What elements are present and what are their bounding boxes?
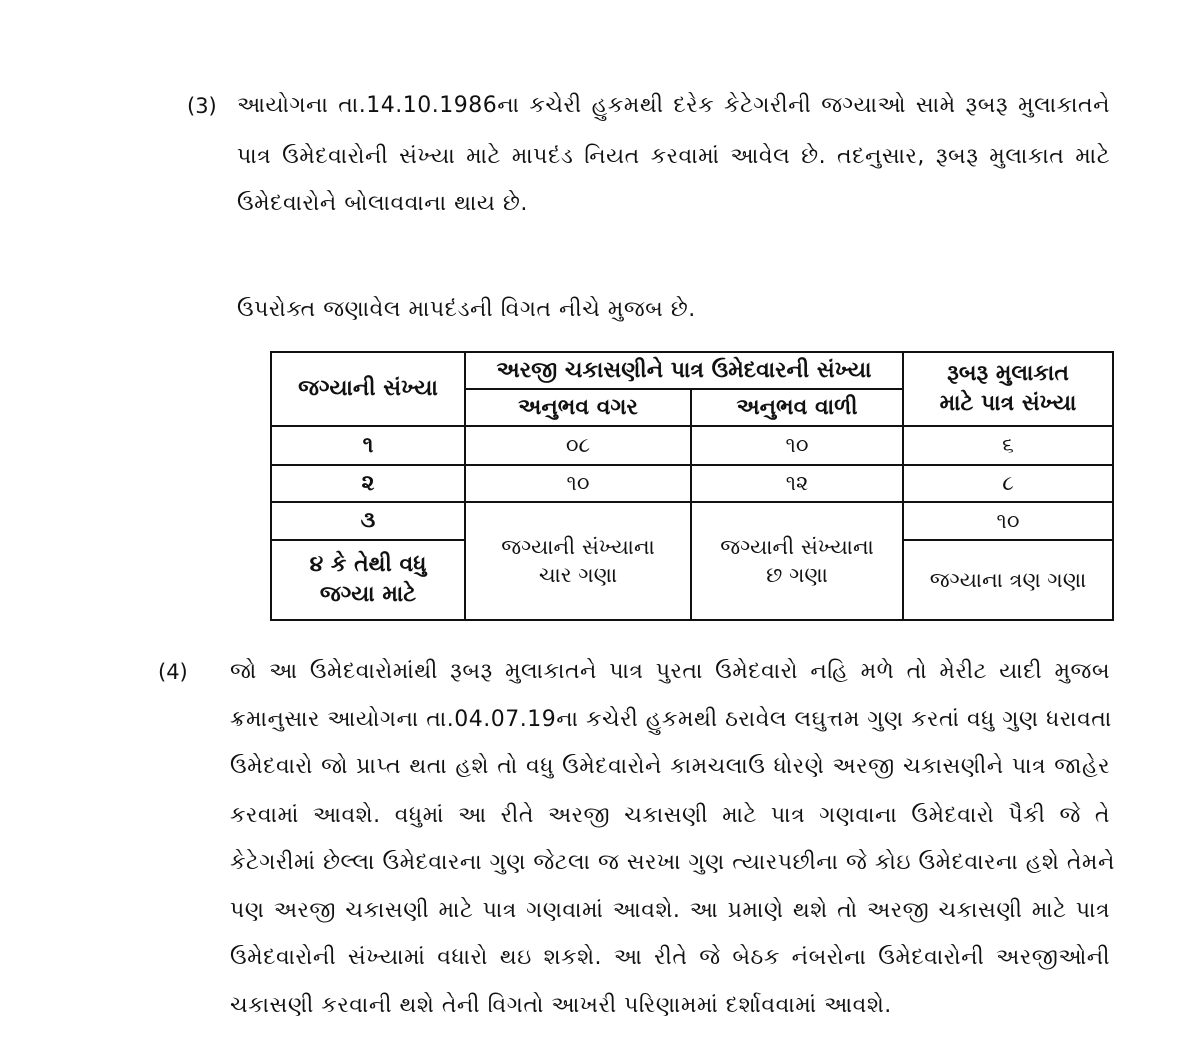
subheader-with-experience: અનુભવ વાળી — [691, 389, 903, 426]
cell-merged-with-experience — [691, 502, 903, 620]
merged-with-line2: છ ગણા — [766, 563, 828, 587]
cell-posts: ૨ — [271, 465, 465, 502]
merged-without-line1: જગ્યાની સંખ્યાના — [501, 534, 655, 559]
criteria-table — [270, 351, 1114, 621]
cell-without-experience: ૦૮ — [465, 426, 691, 465]
cell-merged-without-experience — [465, 502, 691, 620]
cell-posts: ૧ — [271, 426, 465, 465]
cell-interview: જગ્યાના ત્રણ ગણા — [903, 540, 1113, 620]
cell-with-experience: ૧૨ — [691, 465, 903, 502]
paragraph-4-line: ક્રમાનુસાર આયોગના તા.04.07.19ના કચેરી હુકમથી ઠરાવેલ લઘુત્તમ ગુણ કરતાં વધુ ગુણ ધરાવતા — [230, 707, 1112, 732]
cell-posts: ૩ — [271, 502, 465, 540]
table-row — [271, 426, 1113, 465]
subheader-without-experience: અનુભવ વગર — [465, 389, 691, 426]
cell-interview: ૬ — [903, 426, 1113, 465]
cell-with-experience: ૧૦ — [691, 426, 903, 465]
table-row — [271, 465, 1113, 502]
merged-with-line1: જગ્યાની સંખ્યાના — [720, 534, 874, 559]
merged-without-line2: ચાર ગણા — [538, 563, 618, 587]
paragraph-4-line: કરવામાં આવશે. વધુમાં આ રીતે અરજી ચકાસણી માટે પાત્ર ગણવાના ઉમેદવારો પૈકી જે તે — [230, 803, 1110, 828]
row4-posts-line1: ૪ કે તેથી વધુ — [309, 552, 427, 578]
table-row — [271, 502, 1113, 540]
criteria-intro: ઉપરોક્ત જણાવેલ માપદંડની વિગત નીચે મુજબ છે. — [237, 297, 696, 322]
cell-posts-four-or-more — [271, 540, 465, 620]
cell-interview: ૮ — [903, 465, 1113, 502]
paragraph-3-number: (3) — [187, 94, 217, 118]
paragraph-4-line: ઉમેદવારો જો પ્રાપ્ત થતા હશે તો વધુ ઉમેદવારોને કામચલાઉ ધોરણે અરજી ચકાસણીને પાત્ર જાહેર — [230, 754, 1110, 779]
paragraph-4-number: (4) — [158, 660, 188, 684]
header-interview-line2: માટે પાત્ર સંખ્યા — [939, 391, 1077, 416]
paragraph-4-line: પણ અરજી ચકાસણી માટે પાત્ર ગણવામાં આવશે. આ પ્રમાણે થશે તો અરજી ચકાસણી માટે પાત્ર — [230, 898, 1110, 923]
header-eligible: અરજી ચકાસણીને પાત્ર ઉમેદવારની સંખ્યા — [465, 352, 903, 389]
cell-interview: ૧૦ — [903, 502, 1113, 540]
header-interview — [903, 352, 1113, 426]
row4-posts-line2: જગ્યા માટે — [319, 582, 417, 607]
header-posts: જગ્યાની સંખ્યા — [271, 352, 465, 426]
paragraph-4-line: ચકાસણી કરવાની થશે તેની વિગતો આખરી પરિણામમાં દર્શાવવામાં આવશે. — [230, 993, 892, 1018]
paragraph-4-line: કેટેગરીમાં છેલ્લા ઉમેદવારના ગુણ જેટલા જ સરખા ગુણ ત્યારપછીના જે કોઇ ઉમેદવારના હશે તેમને — [230, 850, 1115, 875]
cell-without-experience: ૧૦ — [465, 465, 691, 502]
paragraph-3-line: ઉમેદવારોને બોલાવવાના થાય છે. — [237, 191, 528, 216]
paragraph-4-line: જો આ ઉમેદવારોમાંથી રૂબરૂ મુલાકાતને પાત્ર પુરતા ઉમેદવારો નહિ મળે તો મેરીટ યાદી મુજબ — [230, 659, 1110, 684]
paragraph-3-line: આયોગના તા.14.10.1986ના કચેરી હુકમથી દરેક કેટેગરીની જગ્યાઓ સામે રૂબરૂ મુલાકાતને — [237, 93, 1110, 118]
paragraph-4-line: ઉમેદવારોની સંખ્યામાં વધારો થઇ શકશે. આ રીતે જે બેઠક નંબરોના ઉમેદવારોની અરજીઓની — [230, 945, 1110, 970]
paragraph-3-line: પાત્ર ઉમેદવારોની સંખ્યા માટે માપદંડ નિયત કરવામાં આવેલ છે. તદનુસાર, રૂબરૂ મુલાકાત માટે — [237, 144, 1110, 169]
header-interview-line1: રૂબરૂ મુલાકાત — [947, 361, 1069, 387]
